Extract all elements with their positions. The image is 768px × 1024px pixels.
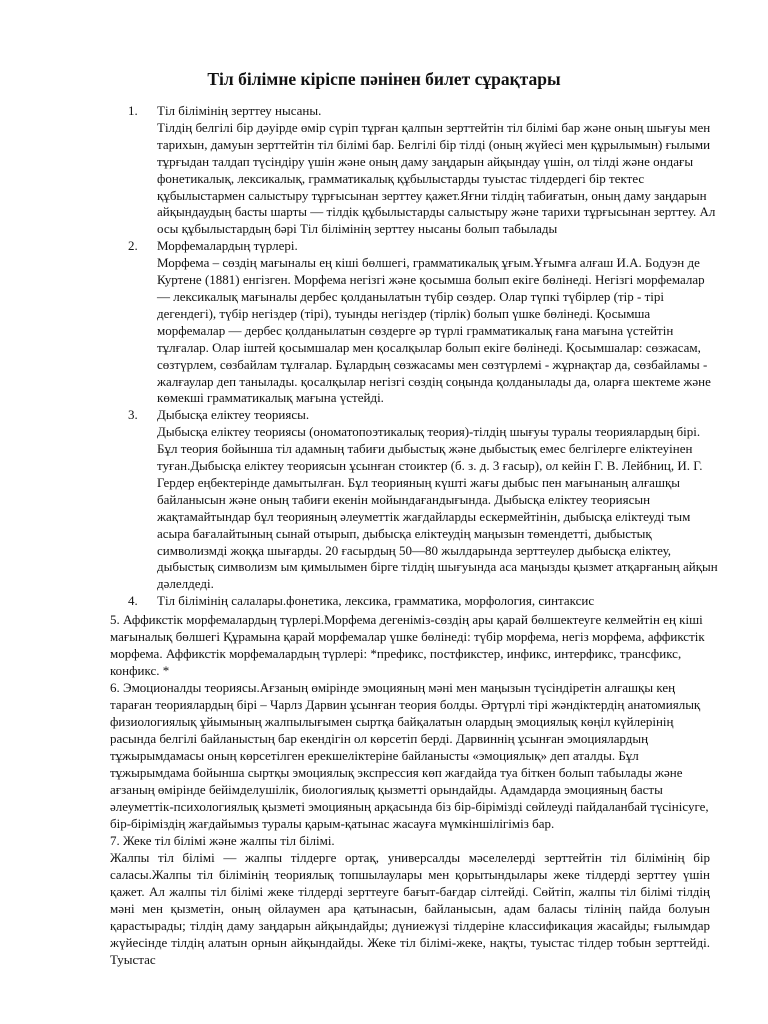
item-body: Тілдің белгілі бір дәуірде өмір сүріп тұрған қалпын зерттейтін тіл білімі бар және оның шығуы мен тарихын, дамуын зерттейтін тіл білімі бар. Белгілі бір тілді (оның жүйесі мен құрылымын) ғылыми тұрғыдан талдап түсіндіру үшін және оның даму заңдарын айқындау үшін, ол тілді және ондағы фонетикалық, лексикалық, грамматикалық құбылыстарды туыстас тілдердегі бір тектес құбылыстармен салыстыру тұрғысынан зерттеу қажет.Яғни тілдің табиғатын, оның даму заңдарын айқындаудың басты шарты — тілдік құбылыстарды салыстыру және тарихи тұрғысынан зерттеу. Ал осы құбылыстардың бәрі Тіл білімінің зерттеу нысаны болып табылады	[157, 119, 716, 237]
item-heading: Тіл білімінің зерттеу нысаны.	[157, 103, 322, 118]
paragraph-5: 5. Аффикстік морфемалардың түрлері.Морфема дегеніміз-сөздің ары қарай бөлшектеуге келмейтін ең кіші мағыналық бөлшегі Құрамына қарай морфемалар үшке бөлінеді: түбір морфема, негіз морфема, аффикстік морфема. Аффикстік морфемалардың түрлері: *префикс, постфикстер, инфикс, интерфикс, трансфикс, конфикс. *	[110, 612, 705, 678]
item-body: Дыбысқа еліктеу теориясы (ономатопоэтикалық теория)-тілдің шығуы туралы теориялардың бірі. Бұл теория бойынша тіл адамның табиғи дыбыстық және дыбыстық емес белгілерге еліктеуінен туған.Дыбысқа еліктеу теориясын ұсынған стоиктер (б. з. д. 3 ғасыр), ол кейін Г. В. Лейбниц, И. Г. Гердер еңбектерінде дамытылған. Бұл теорияның күшті жағы дыбыс пен мағынаның алғашқы байланысын және оның табиғи екенін мойындағандығында. Дыбысқа еліктеу теориясын жақтамайтындар бұл теорияның әлеуметтік жағдайларды ескермейтінін, дыбысқа еліктеуді тым асыра бағалайтының сынай отырып, дыбысқа еліктеудің маңызын төмендетті, дыбыстық символизмді жоққа шығарды. 20 ғасырдың 50—80 жылдарында зерттеулер дыбысқа еліктеу, дыбыстық символизм ым қимылымен бірге тілдің шығуында аса маңызды қызмет атқарғаның айқын дәлелдеді.	[157, 424, 718, 592]
list-item	[130, 407, 720, 593]
list-item	[130, 238, 720, 407]
paragraph-7-heading: 7. Жеке тіл білімі және жалпы тіл білімі.	[110, 833, 335, 848]
item-heading: Морфемалардың түрлері.	[157, 238, 298, 254]
item-number: 3.	[128, 407, 138, 423]
item-heading: Дыбысқа еліктеу теориясы.	[157, 407, 310, 423]
paragraph-6: 6. Эмоционалды теориясы.Ағзаның өмірінде эмоцияның мәні мен маңызын түсіндіретін алғашқы кең тараған теориялардың бірі – Чарлз Дарвин ұсынған теория болды. Әртүрлі тірі жәндіктердің анатомиялық физиологиялық ұйымының жалпылығымен сыртқа байқалатын олардың эмоциялық көңіл күйлерінің расында белгілі байланыстың бар екендігін ол көрсетіп берді. Дарвиннің ұсынған эмоциялардың тұжырымдамасы оның көрсетілген ерекшеліктеріне байланысты «эмоциялық» деп аталды. Бұл тұжырымдама бойынша сыртқы эмоциялық экспрессия көп жағдайда туа біткен болып табылады және ағзаның өмірінде бейімделушілік, биологиялық қызметті орындайды. Адамдарда эмоцияның басты әлеуметтік-психологиялық қызметі эмоцияның арқасында біз бір-бірімізді сөйлеуді пайдаланбай түсінісуге, бір-біріміздің жағдайымыз туралы қарым-қатынас жасауға мүмкіншілігіміз бар.	[110, 680, 709, 831]
item-number: 1.	[128, 103, 138, 118]
item-number: 2.	[128, 238, 138, 254]
item-heading: Тіл білімінің салалары.фонетика, лексика, грамматика, морфология, синтаксис	[157, 593, 595, 609]
item-body: Морфема – сөздің мағыналы ең кіші бөлшегі, грамматикалық ұғым.Ұғымға алғаш И.А. Бодуэн де Куртене (1881) енгізген. Морфема негізгі және қосымша болып екіге бөлінеді. Негізгі морфемалар — лексикалық мағыналы дербес қолданылатын түбір сөздер. Олар түпкі түбірлер (тір - тірі дегендегі), түбір негіздер (тірі), туынды негіздер (тірлік) болып үшке бөлінеді. Қосымша морфемалар — дербес қолданылатын сөздерге әр түрлі грамматикалық ғана мағына үстейтін тұлғалар. Олар іштей қосымшалар мен қосалқылар болып екіге бөлінеді. Қосымшалар: сөзжасам, сөзтүрлем, сөзбайлам тұлғалар. Бұлардың сөзжасамы мен сөзтүрлемі - жұрнақтар да, сөзбайламы - жалғаулар деп танылады. қосалқылар негізгі сөздің соңында қолданылады да, оларға шектеме және көмекші грамматикалық мағына үстейді.	[157, 255, 711, 406]
paragraph-7-body: Жалпы тіл білімі — жалпы тілдерге ортақ, универсалды мәселелерді зерттейтін тіл білімінің бір саласы.Жалпы тіл білімінің теориялық топшылаулары мен қорытындылары жеке тілдерді зерттеу үшін қажет. Ал жалпы тіл білімі жеке тілдерді зерттеуге бағыт-бағдар сілтейді. Сөйтіп, жалпы тіл білімі тілдің мәні мен қызметін, оның ойлаумен ара қатынасын, байланысын, адам баласы тілінің пайда болуын қарастырады; тілдің даму заңдарын айқындайды; дүниежүзі тілдеріне классификация жасайды; ғылымдар жүйесінде тілдің алатын орнын айқындайды. Жеке тіл білімі-жеке, нақты, туыстас тілдер тобын зерттейді. Туыстас	[110, 850, 710, 967]
list-item	[130, 103, 720, 238]
continuation-section	[110, 611, 710, 968]
document-title: Тіл білімне кіріспе пәнінен билет сұрақтары	[207, 69, 561, 89]
list-item	[130, 593, 720, 610]
question-list	[130, 103, 720, 610]
item-number: 4.	[128, 593, 138, 609]
